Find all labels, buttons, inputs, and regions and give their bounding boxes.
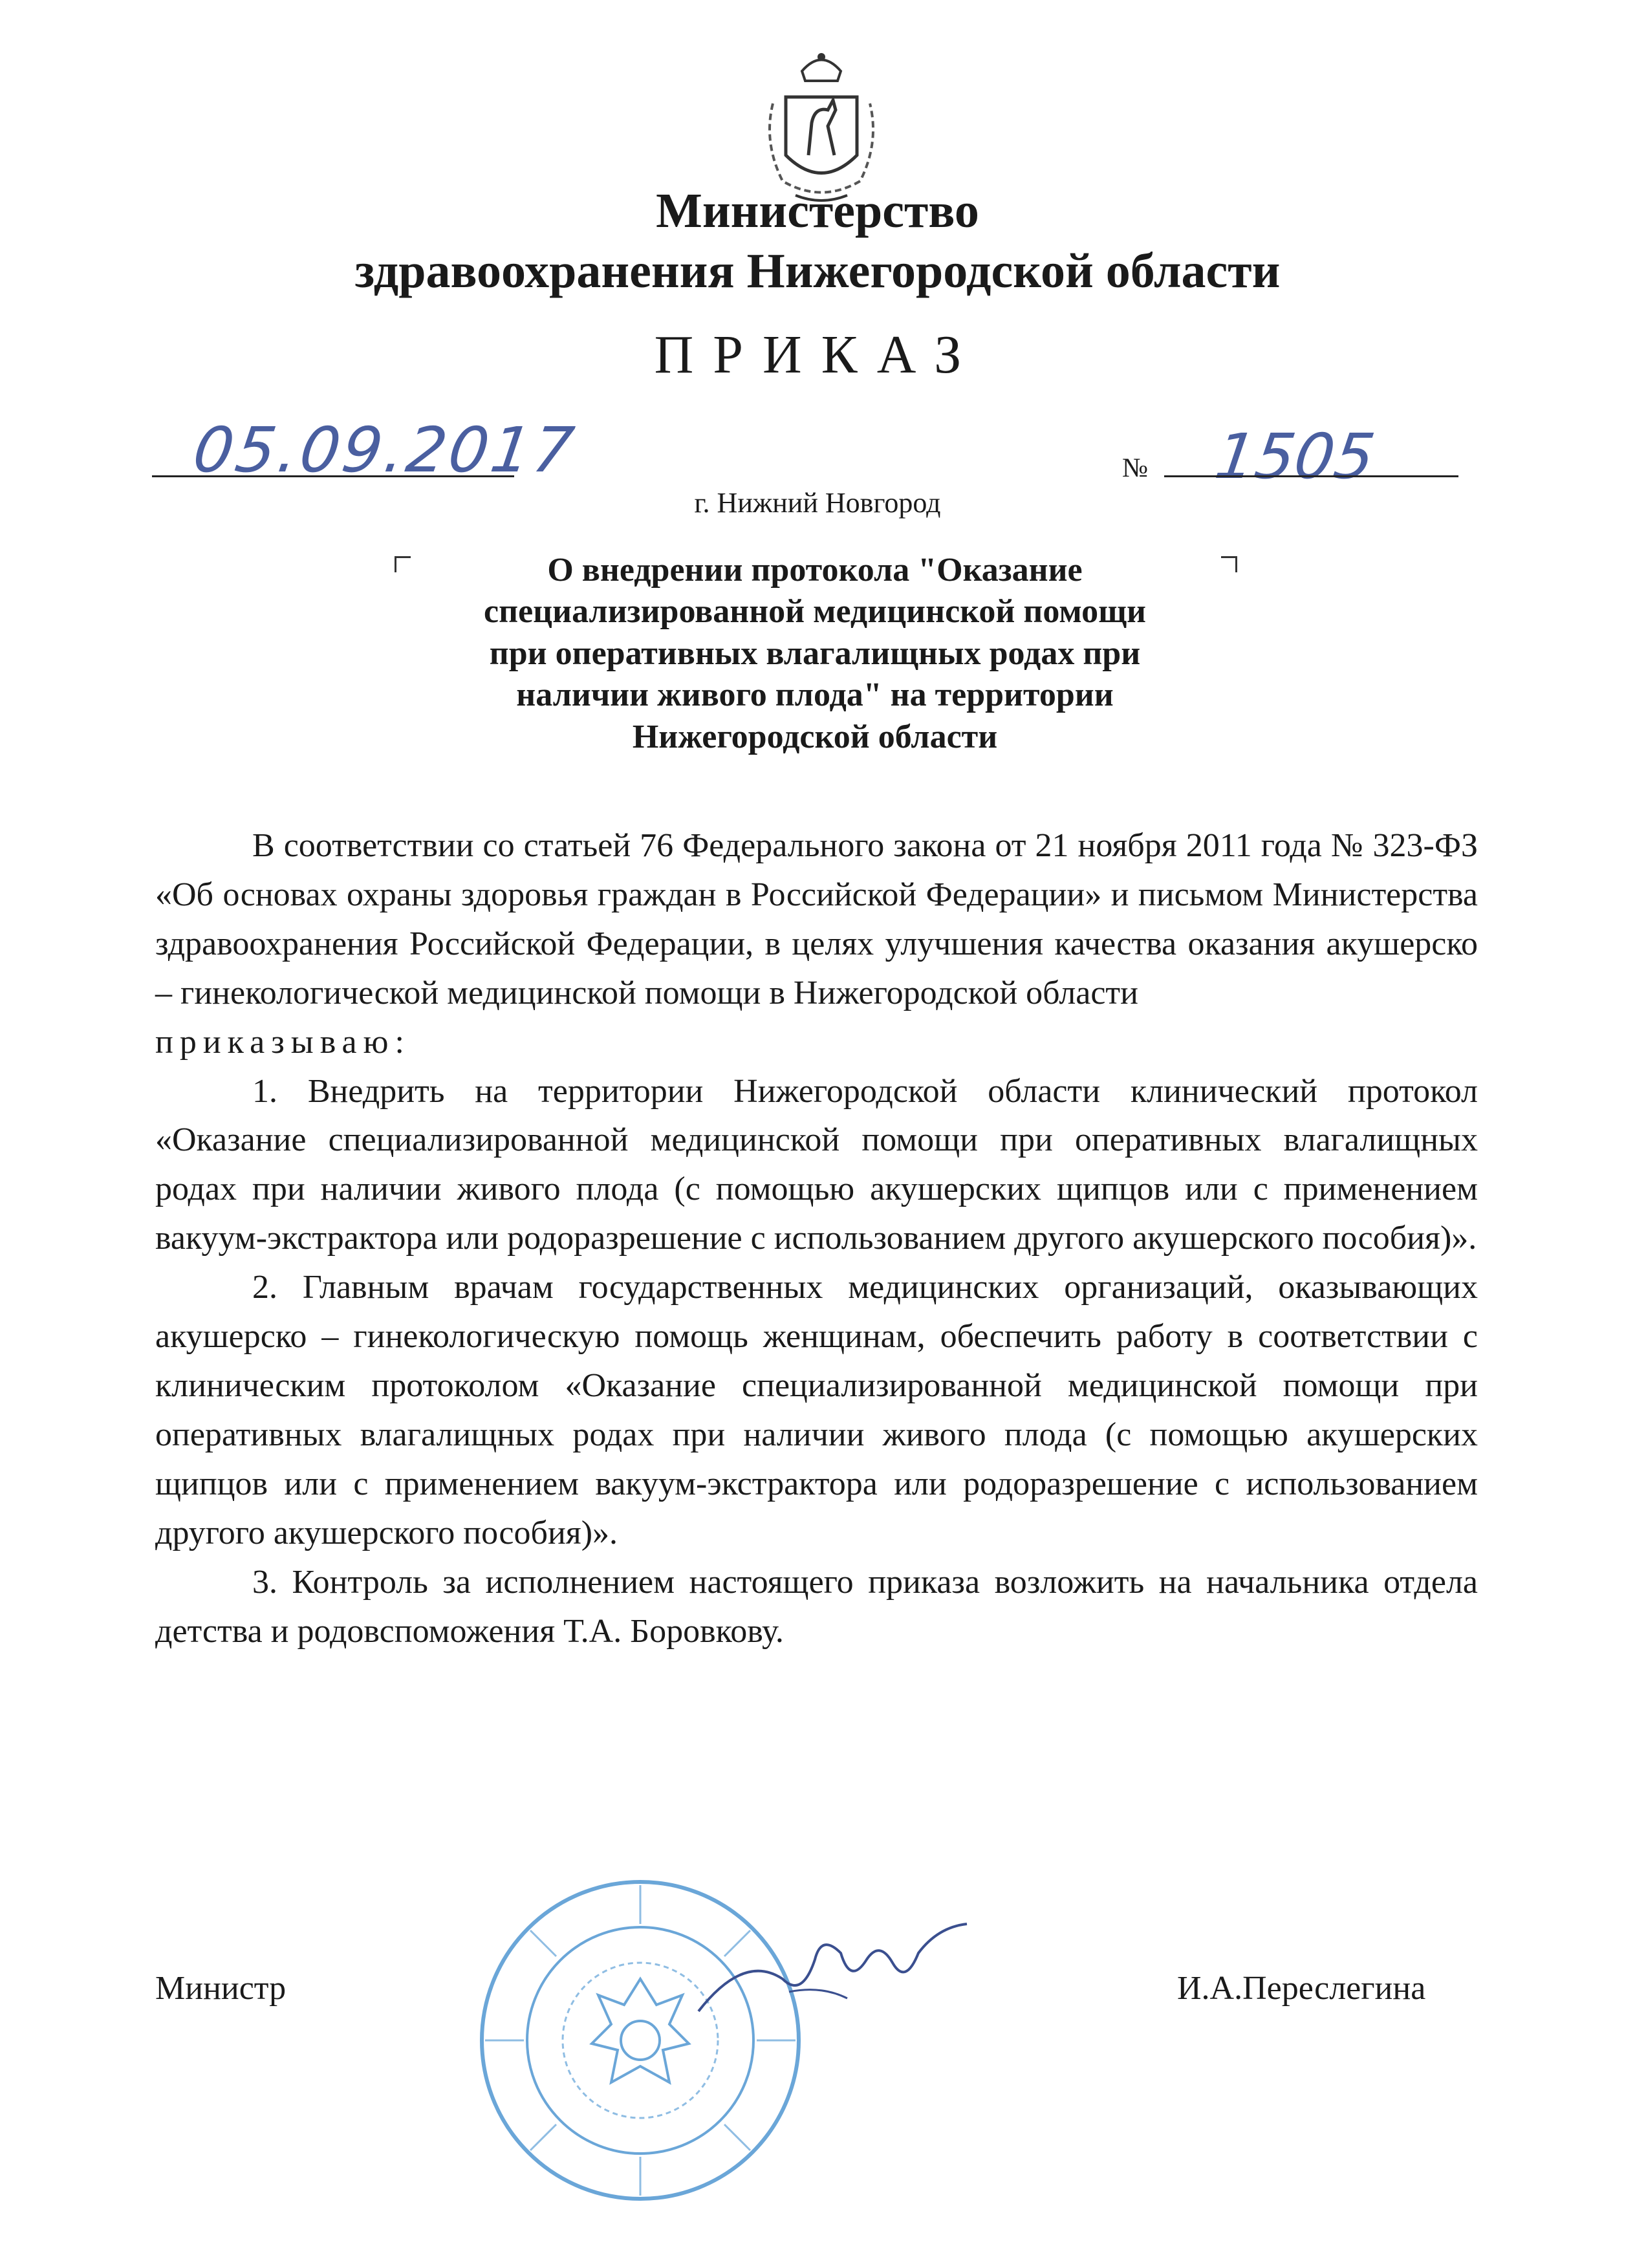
signer-name: И.А.Переслегина — [1177, 1970, 1426, 2007]
order-item-2: 2. Главным врачам государственных медицинских организаций, оказывающих акушерско – гинекологическую помощь женщинам, обеспечить работу в соответствии с клиническим протоколом «Оказание специализированной медицинской помощи при оперативных влагалищных родах при наличии живого плода (с помощью акушерских щипцов или с применением вакуум-экстрактора или родоразрешение с использованием другого акушерского пособия)». — [155, 1269, 1478, 1551]
order-date: 05.09.2017 — [189, 414, 581, 486]
order-word: приказываю: — [155, 1023, 411, 1061]
signer-position: Министр — [155, 1970, 287, 2007]
subject-line: специализированной медицинской помощи — [484, 593, 1146, 631]
subject-line: Нижегородской области — [632, 718, 998, 755]
preamble-paragraph: В соответствии со статьей 76 Федерального закона от 21 ноября 2011 года № 323-ФЗ «Об основах охраны здоровья граждан в Российской Федерации» и письмом Министерства здравоохранения Российской Федерации, в целях улучшения качества оказания акушерско – гинекологической медицинской помощи в Нижегородской области — [155, 827, 1478, 1011]
city: г. Нижний Новгород — [694, 487, 941, 519]
subject-line: при оперативных влагалищных родах при — [489, 634, 1141, 672]
order-item-3: 3. Контроль за исполнением настоящего приказа возложить на начальника отдела детства и родовспоможения Т.А. Боровкову. — [155, 1563, 1478, 1650]
document-type: ПРИКАЗ — [654, 325, 981, 385]
signature-icon — [692, 1914, 970, 2024]
order-item-1: 1. Внедрить на территории Нижегородской области клинический протокол «Оказание специализированной медицинской помощи при оперативных влагалищных родах при наличии живого плода (с помощью акушерских щипцов или с применением вакуум-экстрактора или родоразрешение с использованием другого акушерского пособия)». — [155, 1072, 1478, 1257]
ministry-line-1: Министерство — [656, 184, 979, 238]
number-label: № — [1122, 453, 1149, 483]
order-subject — [388, 550, 1242, 758]
date-underline — [152, 475, 514, 477]
subject-line: О внедрении протокола "Оказание — [547, 552, 1083, 589]
order-body — [155, 821, 1478, 1656]
order-number: 1505 — [1211, 420, 1380, 493]
number-underline — [1164, 475, 1458, 477]
ministry-title — [0, 181, 1635, 301]
ministry-line-2: здравоохранения Нижегородской области — [354, 243, 1281, 298]
subject-line: наличии живого плода" на территории — [516, 676, 1114, 714]
